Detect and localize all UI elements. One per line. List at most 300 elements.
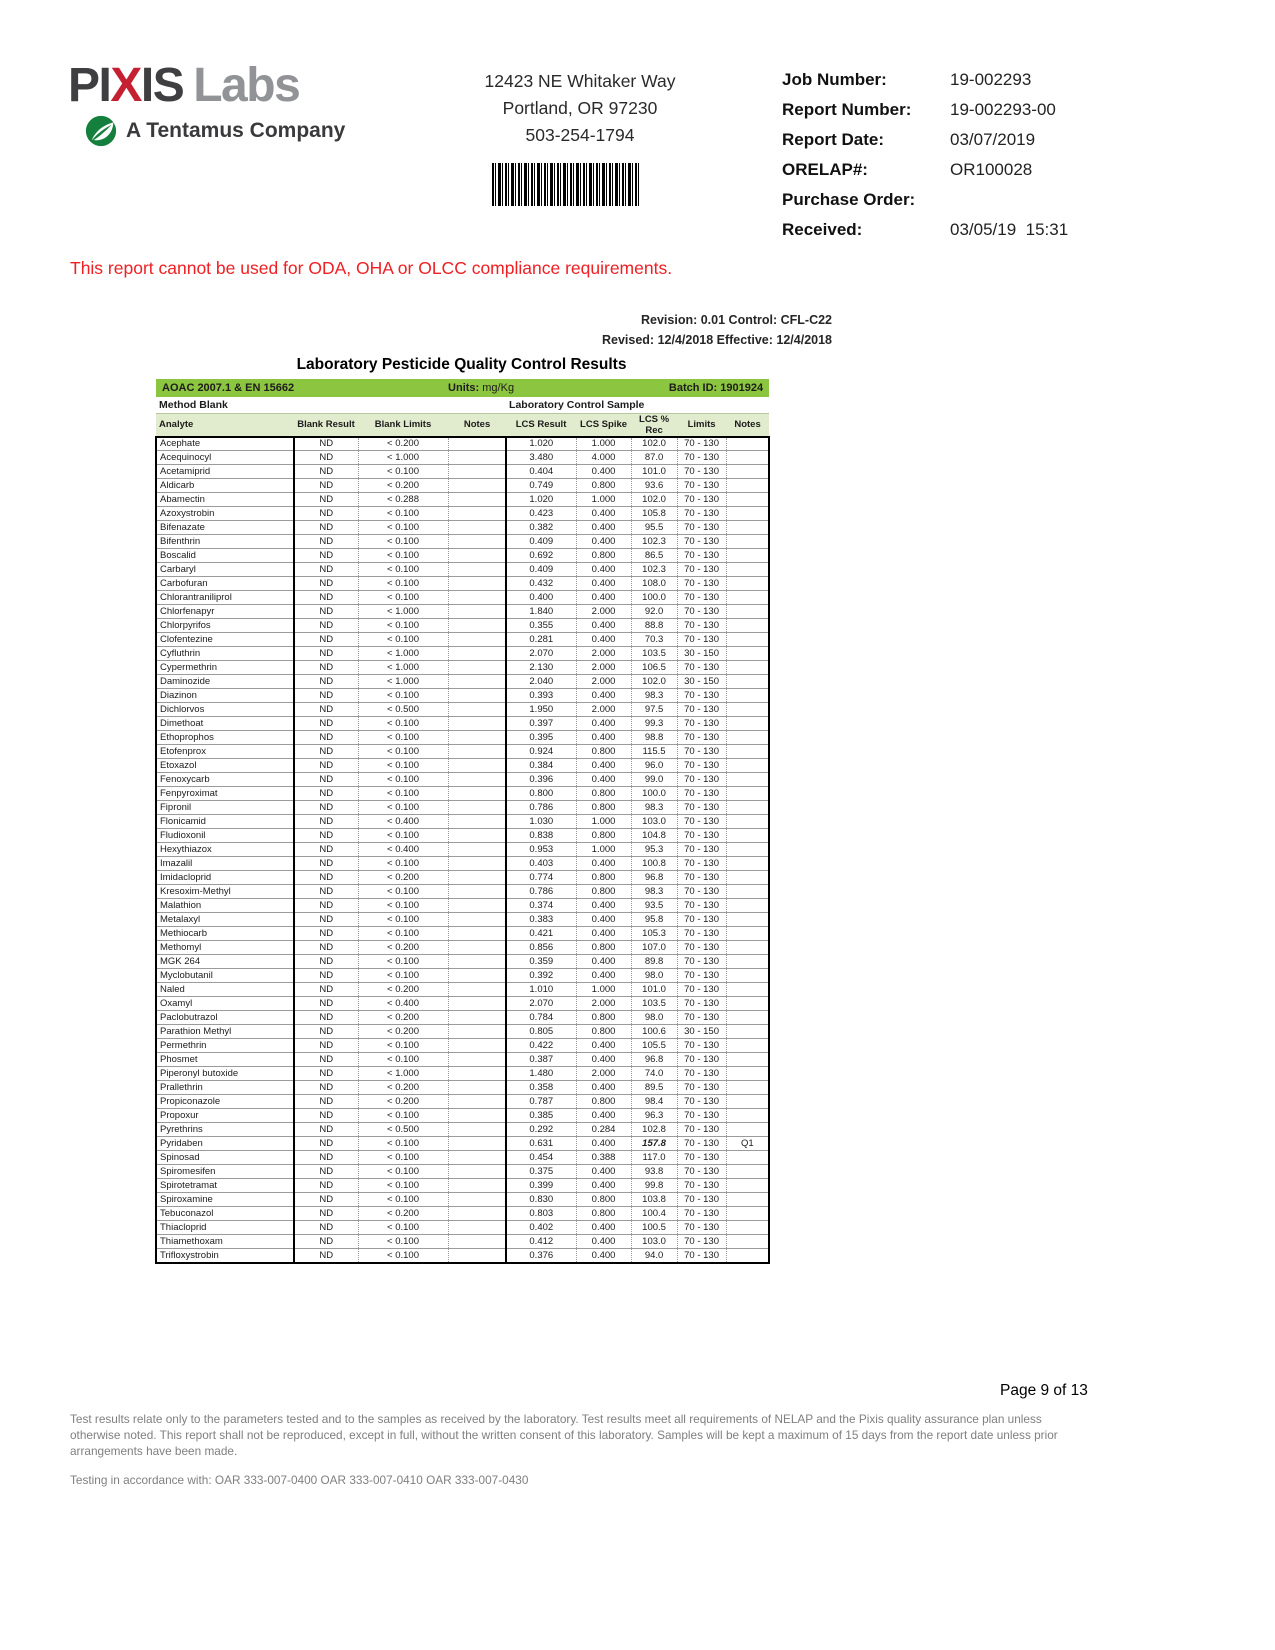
table-cell: 70 - 130 bbox=[677, 857, 726, 871]
qc-table-body bbox=[156, 437, 769, 1263]
table-cell: 100.4 bbox=[631, 1207, 677, 1221]
table-cell: ND bbox=[294, 983, 358, 997]
table-cell: < 0.400 bbox=[358, 843, 448, 857]
table-cell bbox=[726, 899, 769, 913]
qc-table-band bbox=[156, 379, 769, 397]
table-cell: 98.0 bbox=[631, 1011, 677, 1025]
table-cell: 70 - 130 bbox=[677, 1151, 726, 1165]
table-cell: 102.0 bbox=[631, 437, 677, 451]
table-row bbox=[156, 1193, 769, 1207]
table-row bbox=[156, 437, 769, 451]
table-cell: ND bbox=[294, 1053, 358, 1067]
table-cell: 95.5 bbox=[631, 521, 677, 535]
table-cell: 70 - 130 bbox=[677, 717, 726, 731]
table-cell: Acetamiprid bbox=[156, 465, 294, 479]
table-cell bbox=[726, 717, 769, 731]
table-cell: 70 - 130 bbox=[677, 787, 726, 801]
table-cell bbox=[726, 605, 769, 619]
table-cell bbox=[448, 1011, 506, 1025]
table-cell: ND bbox=[294, 619, 358, 633]
table-cell: 4.000 bbox=[576, 451, 631, 465]
table-cell bbox=[448, 1039, 506, 1053]
table-cell: 0.400 bbox=[576, 689, 631, 703]
table-cell: 1.840 bbox=[506, 605, 576, 619]
footer-disclaimer: Test results relate only to the parameters tested and to the samples as received by the laboratory. Test results meet all requirements of NELAP and the Pixis quality assurance plan unless otherwise noted. This report shall not be reproduced, except in full, without the written consent of this laboratory. Samples will be kept a maximum of 15 days from the report date unless prior arrangements have been made. bbox=[70, 1412, 1058, 1458]
table-cell: 0.385 bbox=[506, 1109, 576, 1123]
batch-value: 1901924 bbox=[720, 382, 764, 394]
table-cell: 0.800 bbox=[576, 1207, 631, 1221]
table-cell: Cyfluthrin bbox=[156, 647, 294, 661]
table-cell: 0.292 bbox=[506, 1123, 576, 1137]
table-cell: 70 - 130 bbox=[677, 535, 726, 549]
table-cell: 70 - 130 bbox=[677, 899, 726, 913]
address-line1: 12423 NE Whitaker Way bbox=[484, 71, 676, 91]
table-cell: 0.953 bbox=[506, 843, 576, 857]
table-cell: 0.749 bbox=[506, 479, 576, 493]
table-cell: < 0.200 bbox=[358, 1081, 448, 1095]
table-cell bbox=[726, 1207, 769, 1221]
table-row bbox=[156, 493, 769, 507]
table-cell: Fenoxycarb bbox=[156, 773, 294, 787]
report-date-value: 03/07/2019 bbox=[950, 130, 1036, 149]
table-cell: < 0.100 bbox=[358, 1165, 448, 1179]
table-cell: Kresoxim-Methyl bbox=[156, 885, 294, 899]
table-cell: 0.409 bbox=[506, 535, 576, 549]
table-cell bbox=[448, 451, 506, 465]
table-cell: < 0.100 bbox=[358, 731, 448, 745]
tentamus-leaf-icon bbox=[84, 114, 118, 148]
table-cell: 70 - 130 bbox=[677, 1193, 726, 1207]
table-cell: 0.400 bbox=[576, 955, 631, 969]
table-cell: 0.838 bbox=[506, 829, 576, 843]
table-cell: ND bbox=[294, 507, 358, 521]
table-cell: Boscalid bbox=[156, 549, 294, 563]
table-cell: 0.692 bbox=[506, 549, 576, 563]
table-cell: Propiconazole bbox=[156, 1095, 294, 1109]
table-cell: 70 - 130 bbox=[677, 1053, 726, 1067]
meta-row-report-number bbox=[782, 100, 1068, 120]
table-row bbox=[156, 857, 769, 871]
table-cell: 30 - 150 bbox=[677, 675, 726, 689]
table-cell: 0.376 bbox=[506, 1249, 576, 1263]
table-cell: Acephate bbox=[156, 437, 294, 451]
table-cell bbox=[448, 913, 506, 927]
table-cell: 0.400 bbox=[576, 535, 631, 549]
compliance-notice: This report cannot be used for ODA, OHA or OLCC compliance requirements. bbox=[70, 258, 673, 278]
table-cell bbox=[448, 549, 506, 563]
table-cell: 0.284 bbox=[576, 1123, 631, 1137]
table-cell: 0.800 bbox=[576, 801, 631, 815]
table-cell bbox=[448, 1109, 506, 1123]
table-cell bbox=[448, 941, 506, 955]
table-cell: 102.3 bbox=[631, 563, 677, 577]
table-cell: Paclobutrazol bbox=[156, 1011, 294, 1025]
table-cell: 1.000 bbox=[576, 983, 631, 997]
table-cell: ND bbox=[294, 1025, 358, 1039]
table-cell: 2.070 bbox=[506, 997, 576, 1011]
table-row bbox=[156, 591, 769, 605]
meta-row-report-date bbox=[782, 130, 1068, 150]
table-cell: 89.8 bbox=[631, 955, 677, 969]
table-cell: Spiroxamine bbox=[156, 1193, 294, 1207]
table-cell: 87.0 bbox=[631, 451, 677, 465]
table-cell: 70 - 130 bbox=[677, 465, 726, 479]
table-cell: ND bbox=[294, 801, 358, 815]
table-cell: < 0.100 bbox=[358, 745, 448, 759]
table-cell bbox=[448, 1249, 506, 1263]
table-row bbox=[156, 661, 769, 675]
table-cell: 0.359 bbox=[506, 955, 576, 969]
table-cell: < 0.100 bbox=[358, 465, 448, 479]
table-cell: 0.374 bbox=[506, 899, 576, 913]
table-cell: 1.950 bbox=[506, 703, 576, 717]
table-cell: 106.5 bbox=[631, 661, 677, 675]
revision-line1: Revision: 0.01 Control: CFL-C22 bbox=[641, 313, 832, 327]
table-cell: 70 - 130 bbox=[677, 955, 726, 969]
table-cell: 102.8 bbox=[631, 1123, 677, 1137]
table-row bbox=[156, 675, 769, 689]
table-cell: ND bbox=[294, 1109, 358, 1123]
table-cell bbox=[448, 689, 506, 703]
table-cell: ND bbox=[294, 1235, 358, 1249]
table-cell bbox=[448, 731, 506, 745]
table-cell: 0.800 bbox=[576, 941, 631, 955]
table-cell bbox=[726, 689, 769, 703]
table-row bbox=[156, 633, 769, 647]
table-cell: Prallethrin bbox=[156, 1081, 294, 1095]
table-cell: ND bbox=[294, 997, 358, 1011]
table-row bbox=[156, 1165, 769, 1179]
table-cell: 70 - 130 bbox=[677, 815, 726, 829]
table-cell bbox=[448, 1151, 506, 1165]
table-cell: 0.800 bbox=[576, 1011, 631, 1025]
table-cell: 70 - 130 bbox=[677, 969, 726, 983]
table-cell: Myclobutanil bbox=[156, 969, 294, 983]
table-cell: 0.387 bbox=[506, 1053, 576, 1067]
table-row bbox=[156, 1207, 769, 1221]
table-cell bbox=[448, 871, 506, 885]
table-cell: ND bbox=[294, 647, 358, 661]
table-cell: < 0.200 bbox=[358, 1095, 448, 1109]
table-row bbox=[156, 843, 769, 857]
table-cell: < 0.400 bbox=[358, 815, 448, 829]
table-cell bbox=[448, 1025, 506, 1039]
table-cell bbox=[726, 815, 769, 829]
table-cell: Spirotetramat bbox=[156, 1179, 294, 1193]
table-cell: ND bbox=[294, 703, 358, 717]
table-cell: 0.400 bbox=[576, 717, 631, 731]
table-cell bbox=[726, 1179, 769, 1193]
table-cell: 157.8 bbox=[631, 1137, 677, 1151]
table-cell: ND bbox=[294, 493, 358, 507]
table-cell: 70 - 130 bbox=[677, 801, 726, 815]
table-cell: 98.3 bbox=[631, 801, 677, 815]
table-cell: 0.403 bbox=[506, 857, 576, 871]
table-cell: 0.800 bbox=[576, 829, 631, 843]
table-cell: 0.454 bbox=[506, 1151, 576, 1165]
table-cell bbox=[726, 507, 769, 521]
report-meta bbox=[782, 70, 1068, 250]
table-cell: Azoxystrobin bbox=[156, 507, 294, 521]
table-cell: 0.400 bbox=[576, 899, 631, 913]
table-cell: ND bbox=[294, 479, 358, 493]
table-cell: < 0.100 bbox=[358, 885, 448, 899]
job-number-label: Job Number: bbox=[782, 70, 887, 89]
table-cell bbox=[726, 1165, 769, 1179]
table-row bbox=[156, 689, 769, 703]
table-cell bbox=[448, 773, 506, 787]
table-row bbox=[156, 1249, 769, 1263]
table-cell: < 0.100 bbox=[358, 1249, 448, 1263]
received-value: 03/05/19 15:31 bbox=[950, 220, 1069, 239]
table-cell bbox=[448, 1165, 506, 1179]
table-cell: 0.400 bbox=[576, 1179, 631, 1193]
table-cell bbox=[726, 1123, 769, 1137]
table-cell bbox=[726, 577, 769, 591]
table-cell: 98.0 bbox=[631, 969, 677, 983]
table-cell bbox=[726, 591, 769, 605]
table-cell: 0.412 bbox=[506, 1235, 576, 1249]
table-cell: 102.0 bbox=[631, 493, 677, 507]
table-cell bbox=[448, 955, 506, 969]
table-cell: 1.010 bbox=[506, 983, 576, 997]
table-cell bbox=[448, 1179, 506, 1193]
table-cell: ND bbox=[294, 717, 358, 731]
table-cell: Fenpyroximat bbox=[156, 787, 294, 801]
table-cell: Methiocarb bbox=[156, 927, 294, 941]
table-cell bbox=[726, 1039, 769, 1053]
table-cell bbox=[448, 1235, 506, 1249]
table-cell: 103.8 bbox=[631, 1193, 677, 1207]
table-cell: 70 - 130 bbox=[677, 633, 726, 647]
table-row bbox=[156, 1039, 769, 1053]
table-row bbox=[156, 1123, 769, 1137]
table-cell bbox=[448, 983, 506, 997]
table-cell: 70 - 130 bbox=[677, 997, 726, 1011]
table-cell: 0.800 bbox=[506, 787, 576, 801]
table-cell bbox=[726, 647, 769, 661]
table-cell bbox=[726, 451, 769, 465]
table-cell: 2.070 bbox=[506, 647, 576, 661]
method-reference: AOAC 2007.1 & EN 15662 bbox=[156, 379, 448, 397]
table-cell: ND bbox=[294, 675, 358, 689]
table-cell: Chlorantraniliprol bbox=[156, 591, 294, 605]
table-cell: 70 - 130 bbox=[677, 1207, 726, 1221]
table-cell bbox=[448, 969, 506, 983]
table-row bbox=[156, 983, 769, 997]
table-cell: 0.400 bbox=[576, 591, 631, 605]
table-cell: 74.0 bbox=[631, 1067, 677, 1081]
table-cell: < 0.100 bbox=[358, 1039, 448, 1053]
revision-line2: Revised: 12/4/2018 Effective: 12/4/2018 bbox=[601, 333, 832, 347]
table-cell: 0.432 bbox=[506, 577, 576, 591]
table-cell: 70 - 130 bbox=[677, 731, 726, 745]
table-row bbox=[156, 703, 769, 717]
table-cell bbox=[448, 1193, 506, 1207]
table-cell: < 1.000 bbox=[358, 647, 448, 661]
table-row bbox=[156, 1221, 769, 1235]
table-cell: Parathion Methyl bbox=[156, 1025, 294, 1039]
table-cell: Carbofuran bbox=[156, 577, 294, 591]
table-cell bbox=[726, 759, 769, 773]
table-cell: 70 - 130 bbox=[677, 773, 726, 787]
table-cell: Phosmet bbox=[156, 1053, 294, 1067]
table-cell bbox=[726, 549, 769, 563]
table-cell: Abamectin bbox=[156, 493, 294, 507]
table-cell: < 0.100 bbox=[358, 619, 448, 633]
table-cell: ND bbox=[294, 913, 358, 927]
table-cell bbox=[448, 535, 506, 549]
table-cell bbox=[726, 535, 769, 549]
table-cell bbox=[726, 1081, 769, 1095]
table-cell bbox=[726, 479, 769, 493]
table-row bbox=[156, 871, 769, 885]
table-cell: ND bbox=[294, 549, 358, 563]
table-cell: 70 - 130 bbox=[677, 451, 726, 465]
table-cell: 0.422 bbox=[506, 1039, 576, 1053]
table-cell bbox=[726, 843, 769, 857]
table-row bbox=[156, 1235, 769, 1249]
table-row bbox=[156, 535, 769, 549]
table-cell: 107.0 bbox=[631, 941, 677, 955]
table-row bbox=[156, 969, 769, 983]
table-cell: Spiromesifen bbox=[156, 1165, 294, 1179]
col-lcs-spike: LCS Spike bbox=[576, 413, 631, 437]
table-cell: Diazinon bbox=[156, 689, 294, 703]
table-cell: 104.8 bbox=[631, 829, 677, 843]
table-cell bbox=[726, 997, 769, 1011]
table-cell: 0.409 bbox=[506, 563, 576, 577]
table-cell bbox=[448, 1207, 506, 1221]
table-cell: 100.8 bbox=[631, 857, 677, 871]
table-cell: 0.786 bbox=[506, 801, 576, 815]
table-row bbox=[156, 885, 769, 899]
table-cell: 105.5 bbox=[631, 1039, 677, 1053]
table-cell: < 0.100 bbox=[358, 969, 448, 983]
table-cell: Flonicamid bbox=[156, 815, 294, 829]
table-row bbox=[156, 913, 769, 927]
table-cell bbox=[726, 731, 769, 745]
table-cell: ND bbox=[294, 843, 358, 857]
table-cell bbox=[726, 1067, 769, 1081]
table-cell: 2.130 bbox=[506, 661, 576, 675]
table-cell: ND bbox=[294, 591, 358, 605]
table-cell bbox=[726, 857, 769, 871]
table-cell bbox=[448, 479, 506, 493]
qc-column-header-row bbox=[156, 413, 769, 437]
table-cell: 70 - 130 bbox=[677, 1109, 726, 1123]
table-cell: 2.000 bbox=[576, 1067, 631, 1081]
table-cell bbox=[726, 1249, 769, 1263]
table-row bbox=[156, 1067, 769, 1081]
table-cell: 99.3 bbox=[631, 717, 677, 731]
table-cell: 70 - 130 bbox=[677, 661, 726, 675]
table-cell bbox=[726, 969, 769, 983]
table-row bbox=[156, 1179, 769, 1193]
address-phone: 503-254-1794 bbox=[525, 125, 635, 146]
table-cell: 0.395 bbox=[506, 731, 576, 745]
table-cell: Methomyl bbox=[156, 941, 294, 955]
table-cell: Dichlorvos bbox=[156, 703, 294, 717]
table-cell: ND bbox=[294, 829, 358, 843]
table-cell: 70 - 130 bbox=[677, 493, 726, 507]
table-cell: 30 - 150 bbox=[677, 647, 726, 661]
table-cell: 70 - 130 bbox=[677, 521, 726, 535]
table-cell: 0.400 bbox=[576, 507, 631, 521]
table-cell bbox=[726, 871, 769, 885]
table-cell: 105.3 bbox=[631, 927, 677, 941]
meta-row-purchase-order bbox=[782, 190, 1068, 210]
table-cell bbox=[726, 1053, 769, 1067]
table-cell: 3.480 bbox=[506, 451, 576, 465]
table-row bbox=[156, 521, 769, 535]
col-lcs-rec: LCS % Rec bbox=[631, 413, 677, 437]
table-cell: Pyrethrins bbox=[156, 1123, 294, 1137]
table-cell: < 0.200 bbox=[358, 1025, 448, 1039]
table-cell: < 1.000 bbox=[358, 661, 448, 675]
table-cell: 70 - 130 bbox=[677, 689, 726, 703]
table-cell: 0.383 bbox=[506, 913, 576, 927]
table-cell bbox=[726, 983, 769, 997]
table-cell: 0.399 bbox=[506, 1179, 576, 1193]
batch-cell bbox=[631, 379, 769, 397]
table-cell: 0.800 bbox=[576, 745, 631, 759]
table-cell bbox=[726, 437, 769, 451]
table-cell: 70 - 130 bbox=[677, 1011, 726, 1025]
job-number-value: 19-002293 bbox=[950, 70, 1032, 89]
table-row bbox=[156, 1151, 769, 1165]
qc-table-title: Laboratory Pesticide Quality Control Results bbox=[296, 356, 627, 373]
table-cell: 0.784 bbox=[506, 1011, 576, 1025]
table-row bbox=[156, 801, 769, 815]
table-row bbox=[156, 955, 769, 969]
table-cell: 70 - 130 bbox=[677, 745, 726, 759]
page-number: Page 9 of 13 bbox=[1000, 1382, 1088, 1399]
table-cell: Dimethoat bbox=[156, 717, 294, 731]
table-cell: 0.400 bbox=[576, 1109, 631, 1123]
table-cell bbox=[448, 1221, 506, 1235]
table-cell bbox=[448, 885, 506, 899]
table-cell bbox=[448, 563, 506, 577]
table-cell: < 0.100 bbox=[358, 591, 448, 605]
table-cell: ND bbox=[294, 689, 358, 703]
col-blank-result: Blank Result bbox=[294, 413, 358, 437]
table-cell bbox=[448, 745, 506, 759]
table-cell: 70 - 130 bbox=[677, 871, 726, 885]
table-cell: Spinosad bbox=[156, 1151, 294, 1165]
table-cell: < 0.100 bbox=[358, 549, 448, 563]
table-cell: Pyridaben bbox=[156, 1137, 294, 1151]
table-cell: < 0.100 bbox=[358, 773, 448, 787]
table-cell bbox=[448, 605, 506, 619]
table-cell: ND bbox=[294, 899, 358, 913]
table-cell: 96.8 bbox=[631, 871, 677, 885]
table-cell: Ethoprophos bbox=[156, 731, 294, 745]
table-cell: Bifenthrin bbox=[156, 535, 294, 549]
table-cell: Q1 bbox=[726, 1137, 769, 1151]
col-limits: Limits bbox=[677, 413, 726, 437]
table-cell: ND bbox=[294, 773, 358, 787]
table-cell bbox=[448, 1053, 506, 1067]
table-cell: ND bbox=[294, 1095, 358, 1109]
table-cell: 0.800 bbox=[576, 1193, 631, 1207]
table-cell: Etoxazol bbox=[156, 759, 294, 773]
table-cell: 70 - 130 bbox=[677, 1095, 726, 1109]
table-cell: 70 - 130 bbox=[677, 1235, 726, 1249]
table-cell bbox=[448, 801, 506, 815]
table-cell bbox=[448, 465, 506, 479]
table-cell bbox=[726, 829, 769, 843]
